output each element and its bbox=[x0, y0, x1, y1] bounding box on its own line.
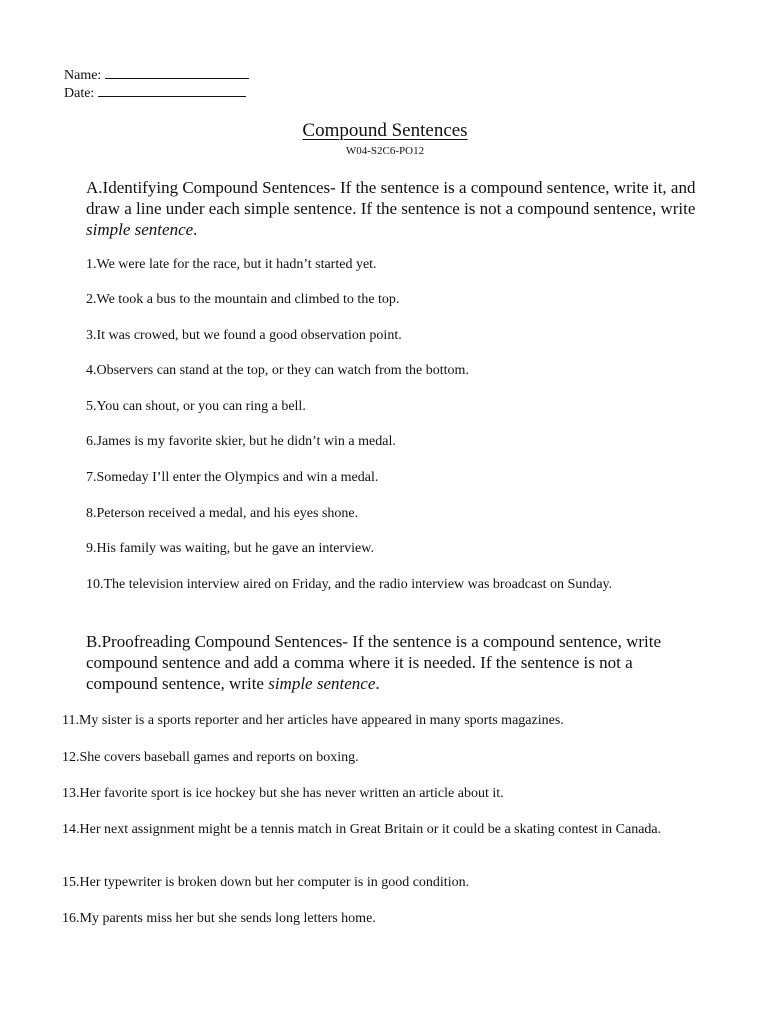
list-item-10: 10.The television interview aired on Friday, and the radio interview was broadcast on Sunday. bbox=[86, 577, 613, 592]
date-blank-line[interactable] bbox=[98, 84, 246, 97]
list-item-9: 9.His family was waiting, but he gave an interview. bbox=[86, 541, 374, 556]
list-item-14: 14.Her next assignment might be a tennis match in Great Britain or it could be a skating contest in Canada. bbox=[62, 822, 662, 837]
section-b-instructions bbox=[86, 631, 706, 694]
list-item-15: 15.Her typewriter is broken down but her computer is in good condition. bbox=[62, 875, 470, 890]
name-blank-line[interactable] bbox=[105, 66, 249, 79]
list-item-12: 12.She covers baseball games and reports on boxing. bbox=[62, 750, 359, 765]
list-item-3: 3.It was crowed, but we found a good observation point. bbox=[86, 328, 402, 343]
section-b-instruction-italic: simple sentence bbox=[268, 674, 376, 693]
section-a-instruction-italic: simple sentence bbox=[86, 220, 194, 239]
list-item-1: 1.We were late for the race, but it hadn’t started yet. bbox=[86, 257, 377, 272]
list-item-13: 13.Her favorite sport is ice hockey but she has never written an article about it. bbox=[62, 786, 504, 801]
worksheet-code: W04-S2C6-PO12 bbox=[345, 145, 425, 157]
list-item-7: 7.Someday I’ll enter the Olympics and win a medal. bbox=[86, 470, 379, 485]
section-b-instruction-end: . bbox=[375, 674, 380, 693]
section-a-instructions bbox=[86, 177, 706, 240]
list-item-16: 16.My parents miss her but she sends long letters home. bbox=[62, 911, 376, 926]
list-item-6: 6.James is my favorite skier, but he didn’t win a medal. bbox=[86, 434, 396, 449]
list-item-8: 8.Peterson received a medal, and his eyes shone. bbox=[86, 506, 359, 521]
section-a-instruction-end: . bbox=[193, 220, 198, 239]
list-item-4: 4.Observers can stand at the top, or they can watch from the bottom. bbox=[86, 363, 469, 378]
section-a-instruction-text: A.Identifying Compound Sentences- If the sentence is a compound sentence, write it, and draw a line under each simple sentence. If the sentence is not a compound sentence, write bbox=[86, 178, 696, 218]
page-title: Compound Sentences bbox=[302, 120, 468, 141]
date-label: Date: bbox=[64, 86, 95, 101]
date-field bbox=[64, 84, 246, 102]
name-label: Name: bbox=[64, 68, 102, 83]
list-item-11: 11.My sister is a sports reporter and her articles have appeared in many sports magazines. bbox=[62, 713, 564, 728]
list-item-5: 5.You can shout, or you can ring a bell. bbox=[86, 399, 306, 414]
list-item-2: 2.We took a bus to the mountain and climbed to the top. bbox=[86, 292, 400, 307]
section-b-instruction-text: B.Proofreading Compound Sentences- If the sentence is a compound sentence, write compound sentence and add a comma where it is needed. If the sentence is not a compound sentence, write bbox=[86, 632, 662, 693]
name-field bbox=[64, 66, 249, 84]
